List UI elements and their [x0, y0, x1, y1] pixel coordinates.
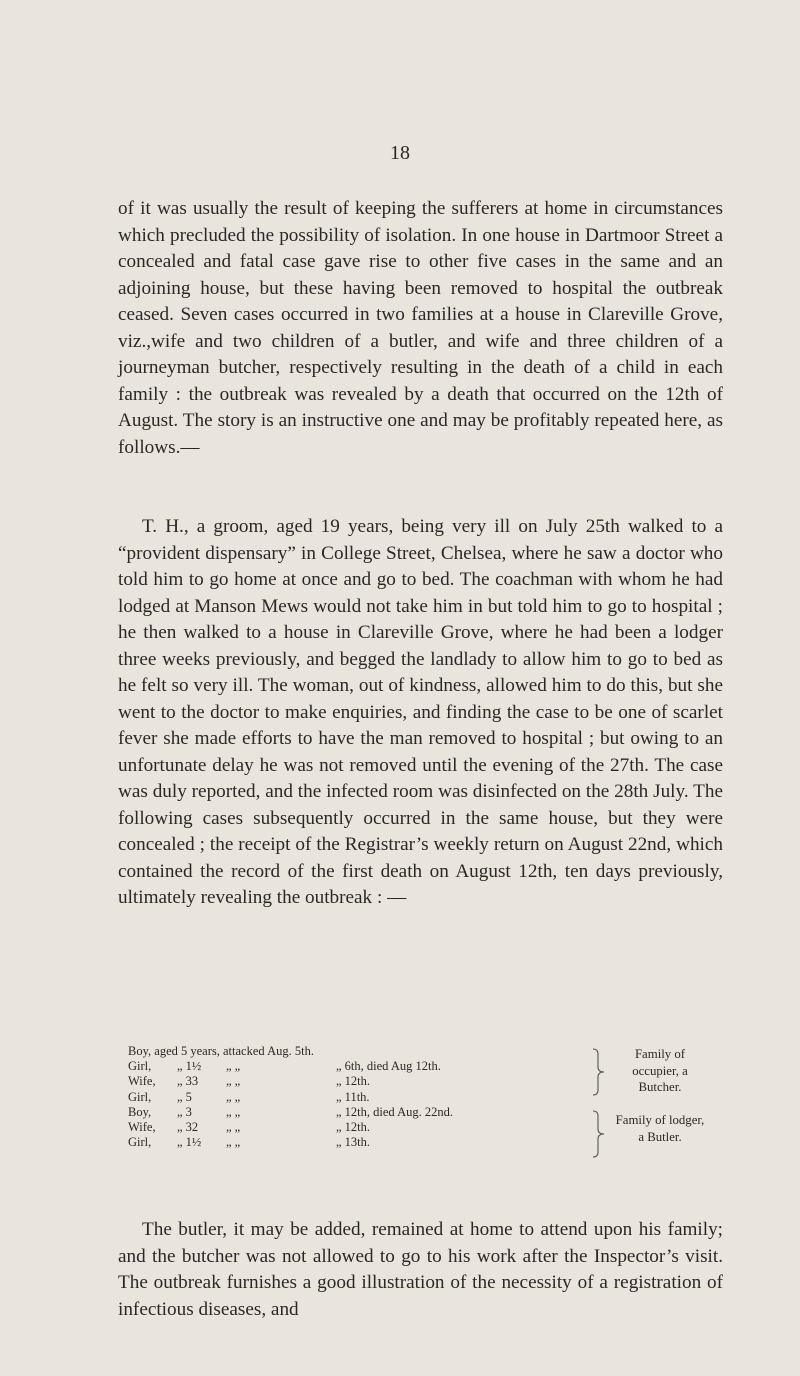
case-attacked: „ „ — [226, 1104, 241, 1119]
case-person: Boy, — [128, 1104, 152, 1119]
case-age: „ 1½ — [177, 1135, 202, 1150]
case-date: „ 6th, died Aug 12th. — [336, 1059, 441, 1074]
case-attacked: „ „ — [226, 1135, 241, 1150]
group-label-lodger: Family of lodger, a Butler. — [615, 1113, 705, 1144]
paragraph-outbreak-intro: of it was usually the result of keeping the sufferers at home in circumstances which precluded the possibility of isolation. In one house in Dartmoor Street a concealed and fatal case gave rise to other five cases in the same and an adjoining house, but these having been removed to hospital the outbreak ceased. Seven cases occurred in two families at a house in Clareville Grove, viz.,wife and two children of a butler, and wife and three children of a journeyman butcher, respectively resulting in the death of a child in each family : the outbreak was revealed by a death that occurred on the 12th of August. The story is an instructive one and may be profitably repeated here, as follows.— — [118, 198, 723, 458]
case-person: Girl, — [128, 1135, 152, 1150]
page-number: 18 — [390, 142, 410, 164]
case-person: Wife, — [128, 1074, 156, 1089]
case-date: „ 11th. — [336, 1089, 370, 1104]
case-date: „ 12th. — [336, 1074, 371, 1089]
case-age: „ 33 — [177, 1074, 199, 1089]
case-person: Girl, — [128, 1089, 152, 1104]
curly-brace-icon — [590, 1048, 606, 1094]
paragraph-groom-story: T. H., a groom, aged 19 years, being very ill on July 25th walked to a “provident dispensary” in College Street, Chelsea, where he saw a doctor who told him to go home at once and go to bed. The coachman with whom he had lodged at Manson Mews would not take him in but told him to go to hospital ; he then walked to a house in Clareville Grove, where he had been a lodger three weeks previously, and begged the landlady to allow him to go to bed as he felt so very ill. The woman, out of kindness, allowed him to do this, but she went to the doctor to make enquiries, and finding the case to be one of scarlet fever she made efforts to have the man removed to hospital ; but owing to an unfortunate delay he was not removed until the evening of the 27th. The case was duly reported, and the infected room was disinfected on the 28th July. The following cases subsequently occurred in the same house, but they were concealed ; the receipt of the Registrar’s weekly return on August 22nd, which contained the record of the first death on August 12th, ten days previously, ultimately revealing the outbreak : — — [118, 516, 723, 908]
case-date: „ 12th. — [336, 1119, 371, 1134]
case-person: Wife, — [128, 1119, 156, 1134]
group-label-occupier: Family of occupier, a Butcher. — [632, 1047, 688, 1094]
case-attacked: „ „ — [226, 1074, 241, 1089]
case-person: Boy, aged 5 years, attacked Aug. 5th. — [128, 1044, 314, 1058]
case-age: „ 1½ — [177, 1059, 202, 1074]
case-date: „ 13th. — [336, 1135, 371, 1150]
case-attacked: „ „ — [226, 1119, 241, 1134]
curly-brace-icon — [590, 1110, 606, 1156]
case-age: „ 3 — [177, 1104, 192, 1119]
case-attacked: „ „ — [226, 1059, 241, 1074]
case-attacked: „ „ — [226, 1089, 241, 1104]
paragraph-conclusion: The butler, it may be added, remained at home to attend upon his family; and the butcher was not allowed to go to his work after the Inspector’s visit. The outbreak furnishes a good illustration of the necessity of a registration of infectious diseases, and — [118, 1219, 723, 1320]
case-age: „ 5 — [177, 1089, 192, 1104]
case-age: „ 32 — [177, 1119, 199, 1134]
case-person: Girl, — [128, 1059, 152, 1074]
case-date: „ 12th, died Aug. 22nd. — [336, 1104, 454, 1119]
